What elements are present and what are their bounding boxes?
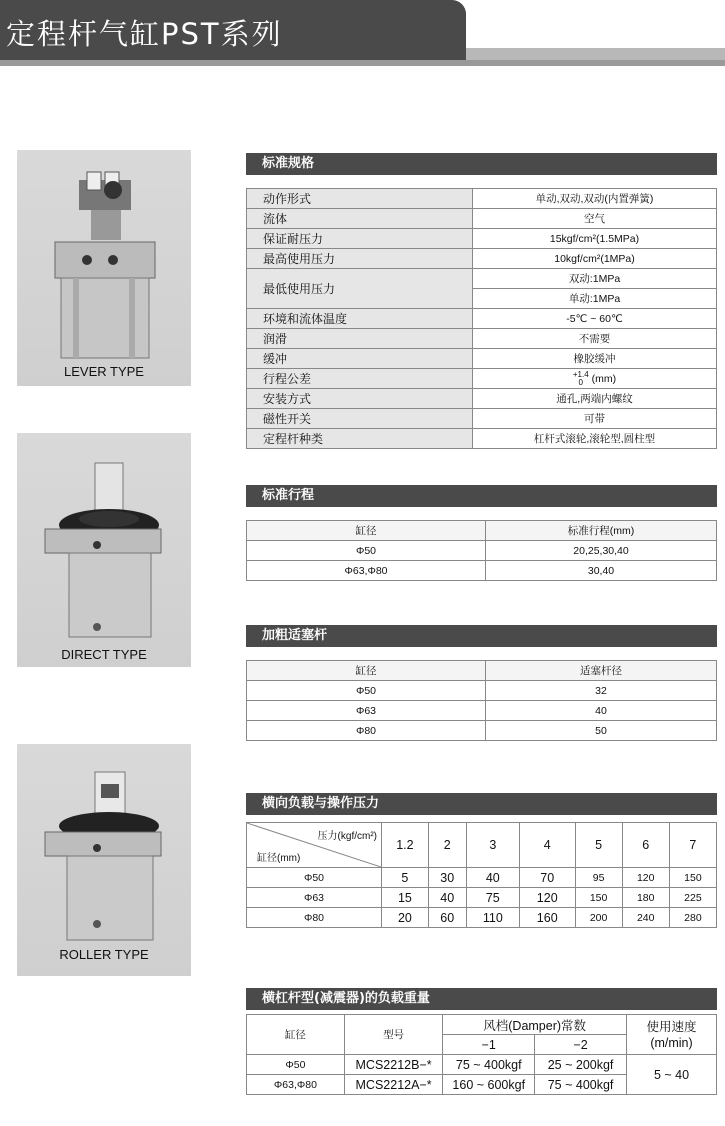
section-title: 横杠杆型(减震器)的负载重量 (246, 988, 717, 1010)
spec-value: 橡胶缓冲 (473, 349, 717, 369)
pressure-header: 3 (466, 823, 519, 868)
page-title: 定程杆气缸PST系列 (6, 17, 283, 51)
damper-table (246, 1014, 717, 1095)
corner-bottom-label: 缸径(mm) (257, 853, 301, 864)
table-cell: 50 (486, 721, 717, 741)
spec-value: 15kgf/cm²(1.5MPa) (473, 229, 717, 249)
spec-label: 行程公差 (247, 369, 473, 389)
spec-value: 单动,双动,双动(内置弹簧) (473, 189, 717, 209)
table-row (247, 369, 717, 389)
table-row (247, 541, 717, 561)
table-row (247, 229, 717, 249)
load-value: 75 (466, 888, 519, 908)
photo-lever-type (17, 150, 191, 386)
table-row (247, 249, 717, 269)
spec-value: 通孔,两端内螺纹 (473, 389, 717, 409)
spec-value: 双动:1MPa (473, 269, 717, 289)
table-row (247, 868, 717, 888)
section-title: 加粗适塞杆 (246, 625, 717, 647)
load-value: 60 (428, 908, 466, 928)
photo-caption: LEVER TYPE (64, 364, 144, 379)
spec-value: 空气 (473, 209, 717, 229)
table-row (247, 1055, 717, 1075)
spec-label: 定程杆种类 (247, 429, 473, 449)
tolerance-upper: +1.4 (572, 369, 589, 379)
spec-label: 安装方式 (247, 389, 473, 409)
load-value: 150 (669, 868, 716, 888)
spec-label: 流体 (247, 209, 473, 229)
spec-label: 环境和流体温度 (247, 309, 473, 329)
table-row (247, 681, 717, 701)
load-value: 240 (622, 908, 669, 928)
table-row (247, 189, 717, 209)
table-row (247, 561, 717, 581)
spec-label: 磁性开关 (247, 409, 473, 429)
photo-caption: ROLLER TYPE (59, 947, 149, 962)
table-cell: 5 ~ 40 (626, 1055, 716, 1095)
bore-cell: Φ50 (247, 868, 382, 888)
table-cell: 30,40 (486, 561, 717, 581)
damper-section (246, 988, 717, 1095)
bore-cell: Φ80 (247, 908, 382, 928)
spec-value: -5℃ ~ 60℃ (473, 309, 717, 329)
pressure-header: 1.2 (382, 823, 429, 868)
lever-cylinder-illustration (17, 150, 191, 386)
load-table (246, 822, 717, 928)
pressure-header: 2 (428, 823, 466, 868)
load-value: 20 (382, 908, 429, 928)
table-cell: MCS2212A−* (344, 1075, 443, 1095)
table-row (247, 349, 717, 369)
table-cell: 25 ~ 200kgf (535, 1055, 627, 1075)
load-value: 30 (428, 868, 466, 888)
table-row (247, 209, 717, 229)
table-cell: Φ63,Φ80 (247, 561, 486, 581)
table-cell: 32 (486, 681, 717, 701)
load-value: 150 (575, 888, 622, 908)
section-title: 标准行程 (246, 485, 717, 507)
table-cell: Φ50 (247, 681, 486, 701)
spec-value: 不需要 (473, 329, 717, 349)
load-value: 120 (622, 868, 669, 888)
load-value: 5 (382, 868, 429, 888)
load-section (246, 793, 717, 928)
load-value: 15 (382, 888, 429, 908)
direct-cylinder-illustration (17, 433, 191, 667)
table-row (247, 329, 717, 349)
roller-cylinder-illustration (17, 744, 191, 976)
spec-label: 动作形式 (247, 189, 473, 209)
table-row (247, 429, 717, 449)
spec-table (246, 188, 717, 449)
header-cell: 型号 (344, 1015, 443, 1055)
pressure-header: 6 (622, 823, 669, 868)
rod-table (246, 660, 717, 741)
table-row (247, 309, 717, 329)
table-row (247, 269, 717, 289)
spec-label: 最高使用压力 (247, 249, 473, 269)
load-value: 280 (669, 908, 716, 928)
header-cell: 标准行程(mm) (486, 521, 717, 541)
table-cell: 20,25,30,40 (486, 541, 717, 561)
header-cell: −1 (443, 1035, 535, 1055)
table-cell: Φ50 (247, 541, 486, 561)
table-row (247, 908, 717, 928)
table-cell: MCS2212B−* (344, 1055, 443, 1075)
spec-label: 保证耐压力 (247, 229, 473, 249)
table-row (247, 701, 717, 721)
spec-section (246, 153, 717, 449)
table-row (247, 409, 717, 429)
spec-label: 润滑 (247, 329, 473, 349)
load-value: 70 (519, 868, 575, 888)
page-header (0, 0, 725, 72)
load-value: 120 (519, 888, 575, 908)
table-cell: Φ63,Φ80 (247, 1075, 345, 1095)
table-cell: 75 ~ 400kgf (535, 1075, 627, 1095)
photo-roller-type (17, 744, 191, 976)
stroke-table (246, 520, 717, 581)
section-title: 横向负载与操作压力 (246, 793, 717, 815)
load-value: 180 (622, 888, 669, 908)
pressure-header: 4 (519, 823, 575, 868)
bore-cell: Φ63 (247, 888, 382, 908)
header-cell: 缸径 (247, 1015, 345, 1055)
header-accent (466, 48, 725, 60)
load-value: 110 (466, 908, 519, 928)
load-value: 225 (669, 888, 716, 908)
load-value: 200 (575, 908, 622, 928)
spec-label: 缓冲 (247, 349, 473, 369)
spec-value: 杠杆式滚轮,滚轮型,圆柱型 (473, 429, 717, 449)
pressure-header: 7 (669, 823, 716, 868)
table-header-row (247, 661, 717, 681)
header-cell: 缸径 (247, 521, 486, 541)
tolerance-unit: (mm) (591, 372, 617, 385)
spec-label: 最低使用压力 (247, 269, 473, 309)
spec-value (473, 369, 717, 389)
pressure-header: 5 (575, 823, 622, 868)
tolerance (573, 371, 589, 387)
header-underline (0, 60, 725, 66)
table-cell: Φ80 (247, 721, 486, 741)
table-header-row (247, 1015, 717, 1035)
load-value: 160 (519, 908, 575, 928)
table-cell: Φ50 (247, 1055, 345, 1075)
header-cell: −2 (535, 1035, 627, 1055)
table-header-row (247, 521, 717, 541)
stroke-section (246, 485, 717, 581)
photo-direct-type (17, 433, 191, 667)
header-cell: 风档(Damper)常数 (443, 1015, 627, 1035)
spec-value: 10kgf/cm²(1MPa) (473, 249, 717, 269)
table-cell: 40 (486, 701, 717, 721)
load-value: 95 (575, 868, 622, 888)
table-cell: 75 ~ 400kgf (443, 1055, 535, 1075)
table-row (247, 721, 717, 741)
table-row (247, 888, 717, 908)
table-cell: Φ63 (247, 701, 486, 721)
corner-top-label: 压力(kgf/cm²) (317, 831, 377, 842)
load-value: 40 (466, 868, 519, 888)
spec-value: 可带 (473, 409, 717, 429)
section-title: 标准规格 (246, 153, 717, 175)
spec-value: 单动:1MPa (473, 289, 717, 309)
rod-section (246, 625, 717, 741)
table-row (247, 389, 717, 409)
corner-cell (247, 823, 382, 868)
photo-caption: DIRECT TYPE (61, 647, 147, 662)
header-cell: 适塞杆径 (486, 661, 717, 681)
tolerance-lower: 0 (578, 377, 583, 387)
table-header-row (247, 823, 717, 868)
load-value: 40 (428, 888, 466, 908)
header-cell: 缸径 (247, 661, 486, 681)
header-cell: 使用速度 (m/min) (626, 1015, 716, 1055)
table-cell: 160 ~ 600kgf (443, 1075, 535, 1095)
